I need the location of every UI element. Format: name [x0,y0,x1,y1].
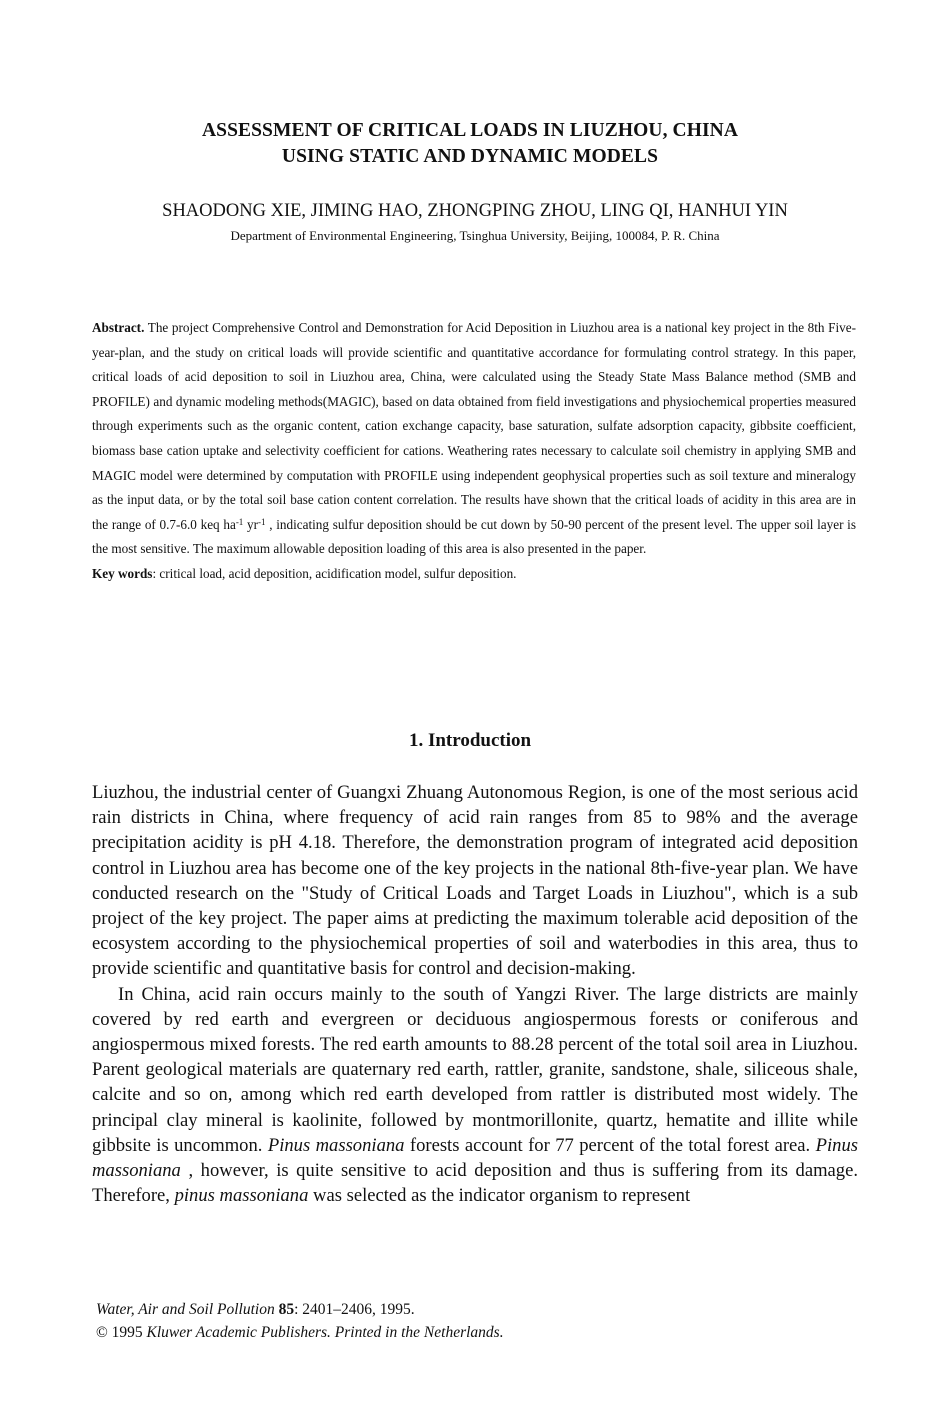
copyright-year: © 1995 [96,1324,147,1341]
title-line-2: USING STATIC AND DYNAMIC MODELS [281,146,659,167]
keywords [92,562,856,587]
body-p2-text-d: was selected as the indicator organism to represent [308,1185,691,1207]
unit-superscript-2: -1 [258,516,266,527]
journal-footer [96,1298,504,1344]
body-paragraph-2 [92,982,858,1209]
publisher-note: Kluwer Academic Publishers. Printed in the Netherlands. [146,1324,504,1341]
species-name-1: Pinus massoniana [267,1134,405,1156]
affiliation: Department of Environmental Engineering, Tsinghua University, Beijing, 100084, P. R. China [230,228,720,243]
journal-pages: : 2401–2406, 1995. [294,1301,415,1318]
author-list: SHAODONG XIE, JIMING HAO, ZHONGPING ZHOU, LING QI, HANHUI YIN [162,201,788,221]
copyright-line [96,1321,504,1344]
abstract-paragraph [92,316,856,562]
species-name-3: pinus massoniana [174,1185,309,1207]
species-name-2: Pinus massoniana [92,1134,858,1182]
abstract [92,316,856,587]
body-p2-text-c: , however, is quite sensitive to acid deposition and thus is suffering from its damage. Therefore, [92,1160,858,1207]
abstract-text-b: yr [243,516,259,532]
body-paragraph-1: Liuzhou, the industrial center of Guangxi Zhuang Autonomous Region, is one of the most serious acid rain districts in China, where frequency of acid rain ranges from 85 to 98% and the average precipitation acidity is pH 4.18. Therefore, the demonstration program of integrated acid deposition control in Liuzhou area has become one of the key projects in the national 8th-five-year plan. We have conducted research on the "Study of Critical Loads and Target Loads in Liuzhou", which is a sub project of the key project. The paper aims at predicting the maximum tolerable acid deposition of the ecosystem according to the physiochemical properties of soil and waterbodies in this area, thus to provide scientific and quantitative basis for control and decision-making. [92,782,858,980]
body-p2-text-a: In China, acid rain occurs mainly to the south of Yangzi River. The large districts are mainly covered by red earth and evergreen or deciduous angiospermous forests or coniferous and angiospermous mixed forests. The red earth amounts to 88.28 percent of the total soil area in Liuzhou. Parent geological materials are quaternary red earth, rattler, granite, sandstone, shale, siliceous shale, calcite and so on, among which red earth developed from rattler is distributed most widely. The principal clay mineral is kaolinite, followed by montmorillonite, quartz, hematite and illite while gibbsite is uncommon. [92,983,858,1156]
abstract-label: Abstract. [92,320,145,335]
abstract-text-a: The project Comprehensive Control and Demonstration for Acid Deposition in Liuzhou area is a national key project in the 8th Five-year-plan, and the study on critical loads will provide scientific and quantitative accordance for formulating control strategy. In this paper, critical loads of acid deposition to soil in Liuzhou area, China, were calculated using the Steady State Mass Balance method (SMB and PROFILE) and dynamic modeling methods(MAGIC), based on data obtained from field investigations and physiochemical properties measured through experiments such as the organic content, cation exchange capacity, base saturation, sulfate adsorption capacity, gibbsite coefficient, biomass base cation uptake and selectivity coefficient for cations. Weathering rates necessary to calculate soil chemistry in applying SMB and MAGIC model were determined by computation with PROFILE using independent geophysical properties such as soil texture and mineralogy as the input data, or by the total soil base cation content correlation. The results have shown that the critical loads of acidity in this area are in the range of 0.7-6.0 keq ha [92,320,856,532]
journal-volume: 85 [278,1301,295,1318]
body-p2-text-b: forests account for 77 percent of the total forest area. [404,1134,816,1156]
title-line-1: ASSESSMENT OF CRITICAL LOADS IN LIUZHOU, CHINA [201,120,739,141]
citation-line [96,1298,504,1321]
keywords-text: : critical load, acid deposition, acidification model, sulfur deposition. [152,565,517,581]
unit-superscript-1: -1 [235,516,244,527]
abstract-text-c: , indicating sulfur deposition should be cut down by 50-90 percent of the present level. The upper soil layer is the most sensitive. The maximum allowable deposition loading of this area is also presented in the paper. [92,516,856,557]
journal-name: Water, Air and Soil Pollution [96,1301,275,1318]
paper-title [90,118,850,170]
section-heading: 1. Introduction [408,730,532,751]
body-text [92,780,858,1208]
keywords-label: Key words [92,565,153,581]
